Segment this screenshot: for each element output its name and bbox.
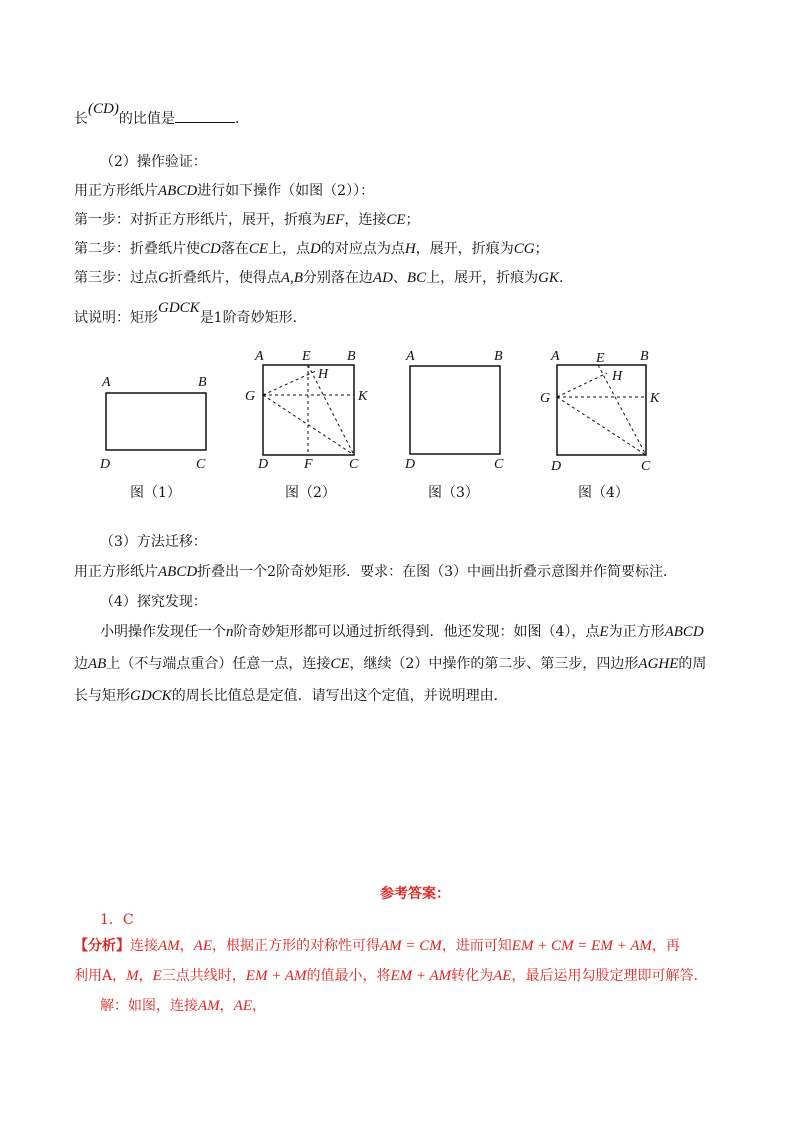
math: GDCK [158, 300, 200, 316]
fig2-label-e: E [302, 349, 311, 364]
math-cd: (CD) [88, 101, 119, 117]
fig1-label-b: B [198, 375, 207, 390]
fig2-caption: 图（2） [285, 485, 336, 501]
part2-step1 [74, 210, 420, 230]
math: EM + AM [390, 968, 452, 984]
text: 上，展开，折痕为 [426, 270, 539, 286]
text: 长 [74, 111, 88, 127]
part3-text [74, 562, 677, 582]
text: 第三步：过点 [74, 270, 158, 286]
math: CE [248, 241, 269, 257]
text: 进行如下操作（如图（2））： [197, 183, 375, 199]
text: ， [138, 968, 153, 984]
text: 为正方形 [608, 624, 665, 640]
math: D [310, 241, 321, 257]
text: 的对应点为点 [320, 241, 405, 257]
math: CG [513, 241, 535, 257]
part2-heading: （2）操作验证： [100, 154, 207, 170]
fig2-label-h: H [318, 367, 329, 382]
text: 的周长比值总是定值．请写出这个定值，并说明理由． [171, 688, 508, 704]
text: 折叠纸片，使得点 [168, 270, 281, 286]
text: ，继续（2）中操作的第二步、第三步，四边形 [349, 656, 639, 672]
text: ，展开，折痕为 [415, 241, 514, 257]
text: 用正方形纸片 [74, 564, 158, 580]
text: ，进而可知 [441, 938, 512, 954]
text: 的周 [678, 656, 707, 672]
text: 连接 [130, 938, 158, 954]
text: ， [179, 938, 194, 954]
text: 三点共线时， [161, 968, 246, 984]
analysis-tag: 【分析】 [74, 938, 130, 954]
math: AE [233, 998, 252, 1014]
text: 阶奇妙矩形都可以通过折纸得到．他还发现：如图（4），点 [233, 624, 600, 640]
math: BC [406, 270, 427, 286]
answer-line1 [74, 936, 680, 956]
math: n [226, 624, 234, 640]
text: 上，点 [268, 241, 311, 257]
fig4-label-h: H [612, 369, 623, 384]
math: ABCD [158, 183, 198, 199]
answer-line2 [74, 966, 698, 986]
fig4-label-a: A [551, 349, 560, 364]
part4-heading: （4）探究发现： [100, 594, 207, 610]
math: AM [158, 938, 180, 954]
fig3-square [410, 366, 500, 454]
fig1-label-a: A [102, 375, 111, 390]
text: 解：如图，连接 [100, 998, 198, 1014]
text: 用正方形纸片 [74, 183, 158, 199]
fig1-rect [106, 393, 206, 450]
text: 折叠出一个2阶奇妙矩形．要求：在图（3）中画出折叠示意图并作简要标注． [197, 564, 677, 580]
math: ABCD [158, 564, 198, 580]
fig3-label-a: A [406, 349, 415, 364]
math: AM = CM [380, 938, 442, 954]
answer-blank[interactable] [175, 108, 235, 123]
math: AD [372, 270, 393, 286]
fig3-label-c: C [494, 457, 504, 472]
text: . [234, 111, 240, 127]
math: CD [200, 241, 221, 257]
text: 第一步：对折正方形纸片，展开，折痕为 [74, 212, 326, 228]
text: ，再 [651, 938, 680, 954]
text: 边 [74, 656, 88, 672]
fig2-label-g: G [245, 389, 256, 404]
text: 上（不与端点重合）任意一点，连接 [106, 656, 331, 672]
math: G [158, 270, 169, 286]
text: 第二步：折叠纸片使 [74, 241, 200, 257]
fig4-square [557, 365, 646, 455]
text: 小明操作发现任一个 [100, 624, 226, 640]
math: CE [386, 212, 406, 228]
answer-line3 [100, 996, 266, 1016]
text: 的值最小，将 [306, 968, 391, 984]
math: EF [326, 212, 345, 228]
text: 试说明：矩形 [74, 310, 158, 326]
text: 落在 [220, 241, 249, 257]
text: 转化为 [451, 968, 494, 984]
math: AE [193, 938, 212, 954]
text: ， [219, 998, 234, 1014]
fig2-label-b: B [347, 349, 356, 364]
part4-line3 [74, 686, 508, 706]
part2-step2 [74, 239, 549, 259]
fig4-label-d: D [551, 459, 562, 474]
text: . [558, 270, 564, 286]
math: GDCK [130, 688, 172, 704]
part3-heading: （3）方法迁移： [100, 534, 207, 550]
fig1-caption: 图（1） [130, 485, 181, 501]
fig4-label-e: E [596, 351, 605, 366]
math: AGHE [638, 656, 679, 672]
fig3-label-b: B [494, 349, 503, 364]
part4-line1 [100, 622, 704, 642]
text: ； [405, 212, 420, 228]
math: EM + CM = EM + AM [511, 938, 652, 954]
text: ，根据正方形的对称性可得 [212, 938, 380, 954]
fig2-label-f: F [304, 457, 313, 472]
text: 长与矩形 [74, 688, 130, 704]
math: E [152, 968, 162, 984]
math: GK [538, 270, 559, 286]
text: ，最后运用勾股定理即可解答. [511, 968, 698, 984]
fig2-label-c: C [349, 457, 359, 472]
fig1-label-d: D [100, 457, 111, 472]
part1-tail-line [74, 101, 240, 129]
text: 、 [392, 270, 407, 286]
text: 是1阶奇妙矩形. [199, 310, 298, 326]
fig2-label-d: D [258, 457, 269, 472]
fig1-label-c: C [196, 457, 206, 472]
part4-line2 [74, 654, 706, 674]
part2-intro [74, 181, 374, 201]
fig2-line-gh [263, 370, 318, 395]
math: AE [493, 968, 512, 984]
fig4-caption: 图（4） [578, 485, 629, 501]
math: CE [330, 656, 350, 672]
text: 分别落在边 [302, 270, 373, 286]
answer-title: 参考答案： [380, 886, 450, 902]
math: ABCD [664, 624, 704, 640]
fig4-line-gh [557, 373, 607, 397]
text: 利用A， [74, 968, 127, 984]
math: A,B [280, 270, 303, 286]
figures-svg [0, 340, 800, 480]
fig2-label-k: K [358, 389, 368, 404]
math: AM [198, 998, 220, 1014]
math: EM + AM [245, 968, 307, 984]
fig2-line-ce [308, 365, 354, 455]
math: H [404, 241, 416, 257]
answer-number: 1．C [100, 912, 134, 928]
fig4-label-c: C [641, 459, 651, 474]
fig4-label-g: G [540, 391, 551, 406]
part2-explain [74, 300, 298, 328]
fig3-label-d: D [405, 457, 416, 472]
fig4-crease-cg [557, 397, 646, 455]
fig4-label-b: B [640, 349, 649, 364]
text: ， [252, 998, 266, 1014]
fig4-label-k: K [650, 391, 660, 406]
fig3-caption: 图（3） [428, 485, 479, 501]
math: AB [88, 656, 107, 672]
text: ； [534, 241, 549, 257]
fig2-label-a: A [255, 349, 264, 364]
math: M [126, 968, 139, 984]
text: 的比值是 [118, 111, 175, 127]
part2-step3 [74, 268, 563, 288]
math: E [599, 624, 609, 640]
text: ，连接 [344, 212, 387, 228]
